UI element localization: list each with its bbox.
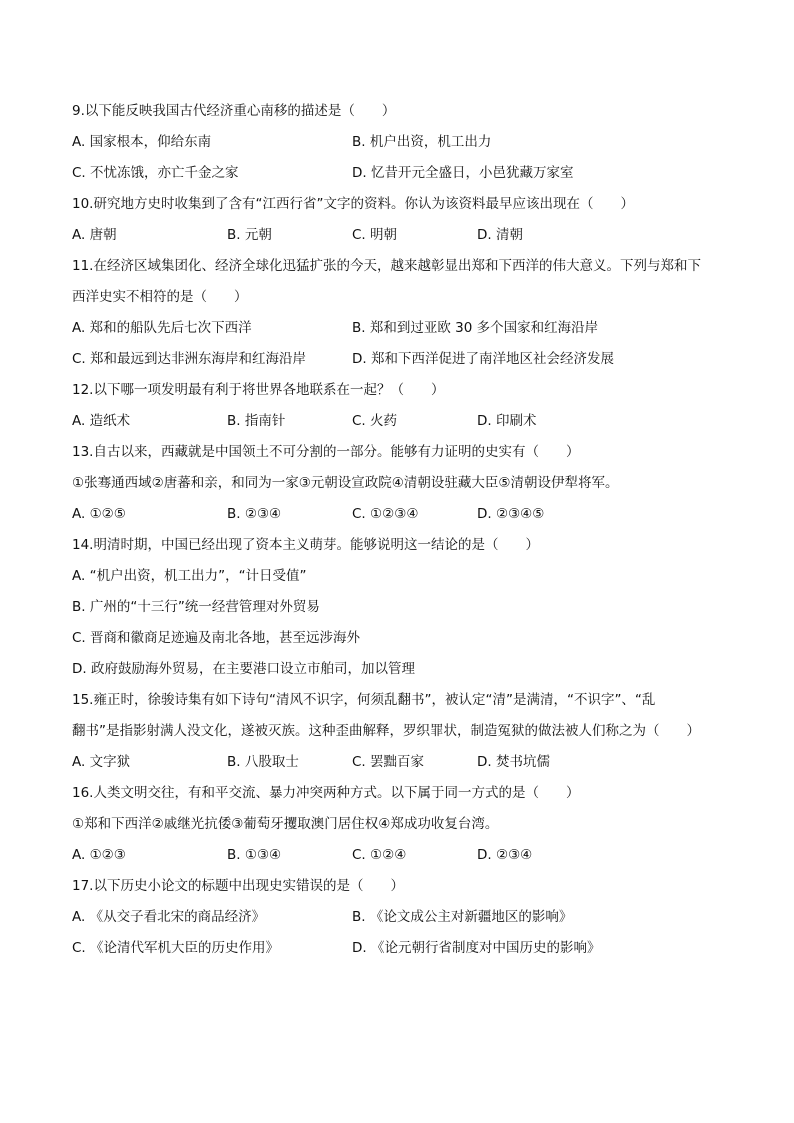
answer-option: A. ①②③: [72, 847, 126, 863]
answer-option: C. ①②④: [352, 847, 407, 863]
answer-option: D. 《论元朝行省制度对中国历史的影响》: [352, 940, 601, 956]
answer-option: A. 造纸术: [72, 413, 131, 429]
question-stem-line: 15.雍正时，徐骏诗集有如下诗句“清风不识字，何须乱翻书”，被认定“清”是满清，“不识字”、“乱: [72, 692, 656, 708]
answer-option: B. 指南针: [227, 413, 286, 429]
answer-option: A. 文字狱: [72, 754, 131, 770]
answer-options: [72, 411, 724, 431]
answer-option: B. 广州的“十三行”统一经营管理对外贸易: [72, 599, 320, 615]
question-stem-line: 9.以下能反映我国古代经济重心南移的描述是（ ）: [72, 103, 396, 119]
question-stem-line: 14.明清时期，中国已经出现了资本主义萌芽。能够说明这一结论的是（ ）: [72, 537, 539, 553]
answer-option: C. 晋商和徽商足迹遍及南北各地，甚至远涉海外: [72, 630, 361, 646]
question-item: [72, 101, 724, 183]
answer-option: D. ②③④: [477, 847, 533, 863]
question-item: [72, 783, 724, 865]
answer-option: D. 政府鼓励海外贸易，在主要港口设立市舶司，加以管理: [72, 661, 415, 677]
answer-option: B. ②③④: [227, 506, 282, 522]
answer-options: [72, 845, 724, 865]
question-item: [72, 380, 724, 431]
answer-option: B. 机户出资，机工出力: [352, 134, 492, 150]
question-stem-line: 10.研究地方史时收集到了含有“江西行省”文字的资料。你认为该资料最早应该出现在（ ）: [72, 196, 634, 212]
question-stem: [72, 876, 724, 896]
answer-option: D. 郑和下西洋促进了南洋地区社会经济发展: [352, 351, 614, 367]
answer-option-row: [72, 504, 724, 524]
question-stem: [72, 380, 724, 400]
question-stem-line: 西洋史实不相符的是（ ）: [72, 289, 248, 305]
question-stem: [72, 783, 724, 834]
answer-option: D. 印刷术: [477, 413, 537, 429]
question-item: [72, 876, 724, 958]
answer-option: A. 郑和的船队先后七次下西洋: [72, 320, 252, 336]
question-stem-line: 16.人类文明交往，有和平交流、暴力冲突两种方式。以下属于同一方式的是（ ）: [72, 785, 580, 801]
answer-option: D. 清朝: [477, 227, 523, 243]
answer-option: C. 明朝: [352, 227, 398, 243]
answer-option: A. 国家根本，仰给东南: [72, 134, 212, 150]
question-item: [72, 535, 724, 679]
answer-option-row: [72, 411, 724, 431]
question-stem-line: 11.在经济区域集团化、经济全球化迅猛扩张的今天，越来越彰显出郑和下西洋的伟大意义。下列与郑和下: [72, 258, 701, 274]
question-list: [72, 101, 724, 958]
answer-option-row: [72, 163, 724, 183]
question-stem: [72, 690, 724, 741]
answer-options: [72, 225, 724, 245]
answer-option: B. 元朝: [227, 227, 272, 243]
answer-options: [72, 907, 724, 958]
answer-options: [72, 318, 724, 369]
answer-option: B. 郑和到过亚欧 30 多个国家和红海沿岸: [352, 320, 599, 336]
answer-options: [72, 566, 724, 679]
answer-option: C. ①②③④: [352, 506, 419, 522]
answer-options: [72, 132, 724, 183]
question-stem-line: 13.自古以来，西藏就是中国领土不可分割的一部分。能够有力证明的史实有（ ）: [72, 444, 580, 460]
answer-option: A. 《从交子看北宋的商品经济》: [72, 909, 266, 925]
question-stem: [72, 194, 724, 214]
answer-option: C. 《论清代军机大臣的历史作用》: [72, 940, 280, 956]
question-stem: [72, 442, 724, 493]
question-item: [72, 256, 724, 369]
answer-option-row: [72, 752, 724, 772]
answer-option: C. 火药: [352, 413, 398, 429]
answer-option: A. ①②⑤: [72, 506, 126, 522]
answer-option-row: [72, 225, 724, 245]
question-stem: [72, 256, 724, 307]
answer-option-row: [72, 318, 724, 338]
answer-option: D. ②③④⑤: [477, 506, 545, 522]
question-item: [72, 442, 724, 524]
question-stem: [72, 535, 724, 555]
question-stem-line: ①张骞通西域②唐蕃和亲，和同为一家③元朝设宣政院④清朝设驻藏大臣⑤清朝设伊犁将军。: [72, 475, 619, 491]
answer-option: B. 八股取士: [227, 754, 299, 770]
answer-option: C. 郑和最远到达非洲东海岸和红海沿岸: [72, 351, 307, 367]
answer-option: C. 罢黜百家: [352, 754, 425, 770]
question-item: [72, 690, 724, 772]
answer-option-row: [72, 349, 724, 369]
answer-option-row: [72, 845, 724, 865]
answer-option-row: [72, 907, 724, 927]
answer-option: B. 《论文成公主对新疆地区的影响》: [352, 909, 573, 925]
question-item: [72, 194, 724, 245]
question-stem-line: 12.以下哪一项发明最有利于将世界各地联系在一起？（ ）: [72, 382, 445, 398]
question-stem: [72, 101, 724, 121]
question-stem-line: 翻书”是指影射满人没文化，遂被灭族。这种歪曲解释，罗织罪状，制造冤狱的做法被人们称之为（ ）: [72, 723, 700, 739]
answer-option: A. “机户出资，机工出力”，“计日受值”: [72, 568, 307, 584]
answer-option: D. 焚书坑儒: [477, 754, 550, 770]
answer-option: B. ①③④: [227, 847, 282, 863]
question-stem-line: 17.以下历史小论文的标题中出现史实错误的是（ ）: [72, 878, 404, 894]
answer-options: [72, 504, 724, 524]
answer-options: [72, 752, 724, 772]
answer-option: D. 忆昔开元全盛日，小邑犹藏万家室: [352, 165, 574, 181]
answer-option-row: [72, 132, 724, 152]
answer-option-row: [72, 938, 724, 958]
answer-option: C. 不忧冻饿，亦亡千金之家: [72, 165, 239, 181]
answer-option: A. 唐朝: [72, 227, 117, 243]
question-stem-line: ①郑和下西洋②戚继光抗倭③葡萄牙攫取澳门居住权④郑成功收复台湾。: [72, 816, 499, 832]
